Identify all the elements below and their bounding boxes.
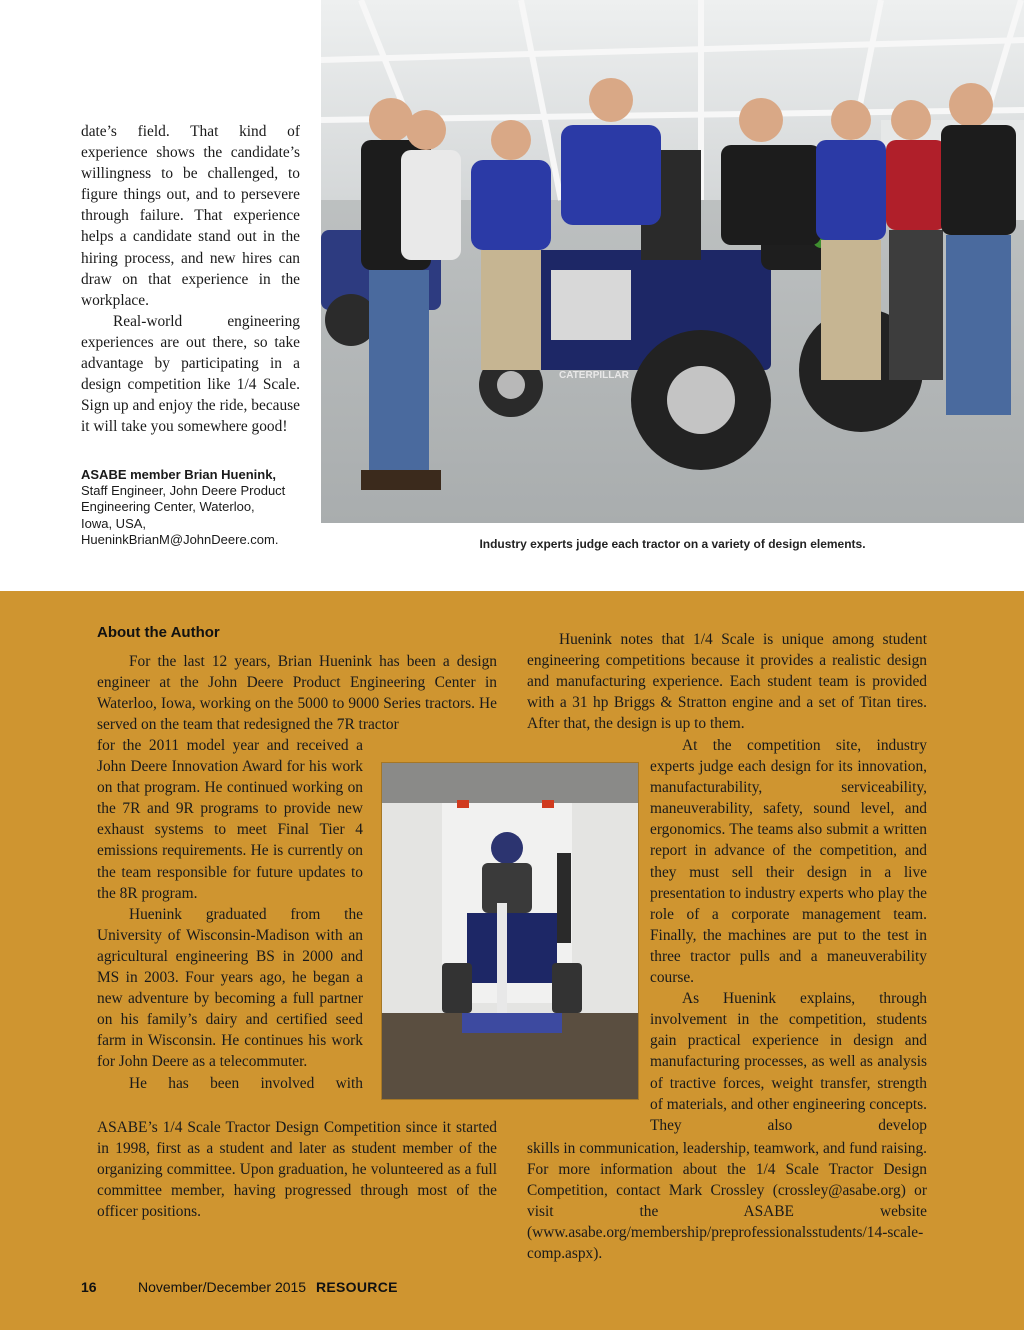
article-column-right-top bbox=[527, 629, 927, 734]
paragraph: skills in communication, leadership, teamwork, and fund raising. For more information about the 1/4 Scale Tractor Design Competition, contact Mark Crossley (crossley@asabe.org) or visit the ASABE website (www.asabe.org/membership/preprofessionalsstudents/14-scale-comp.aspx). bbox=[527, 1140, 927, 1263]
tractor-decal: CATERPILLAR bbox=[559, 370, 629, 381]
article-column-right-narrow bbox=[650, 735, 927, 1136]
paragraph: for the 2011 model year and received a John Deere Innovation Award for his work on that program. He continued working on the 7R and 9R programs to provide new exhaust systems to meet Final Tier 4 emissions requirements. He is currently on the team responsible for future updates to the 8R program. bbox=[97, 737, 363, 902]
photo-tractor-pull bbox=[382, 763, 638, 1099]
paragraph: For the last 12 years, Brian Huenink has been a design engineer at the John Deere Product Engineering Center in Waterloo, Iowa, working on the 5000 to 9000 Series tractors. He served on the team that redesigned the 7R tractor bbox=[97, 653, 497, 734]
about-paragraph-bottom bbox=[97, 1117, 497, 1222]
paragraph: Huenink graduated from the University of Wisconsin-Madison with an agricultural engineering BS in 2000 and MS in 2003. Four years ago, he began a new adventure by becoming a full partner on his family’s dairy and certified seed farm in Wisconsin. He continues his work for John Deere as a telecommuter. bbox=[97, 905, 363, 1071]
paragraph: He has been involved with bbox=[129, 1074, 363, 1092]
page-number: 16 bbox=[81, 1279, 97, 1295]
signature-name: ASABE member Brian Huenink, bbox=[81, 467, 277, 482]
author-signature bbox=[81, 467, 311, 548]
signature-line: Iowa, USA, bbox=[81, 515, 147, 531]
photo-caption: Industry experts judge each tractor on a variety of design elements. bbox=[479, 537, 866, 551]
issue-date: November/December 2015 bbox=[138, 1279, 307, 1295]
about-column-narrow bbox=[97, 735, 363, 1094]
signature-line: Staff Engineer, John Deere Product bbox=[81, 483, 286, 499]
article-column-right-bottom bbox=[527, 1138, 927, 1265]
article-column-top bbox=[81, 121, 300, 437]
photo-judges-tractor bbox=[321, 0, 1024, 523]
section-heading: About the Author bbox=[97, 624, 220, 641]
paragraph: As Huenink explains, through involvement in the competition, students gain practical experience in design and manufacturing processes, as well as analysis of tractive forces, weight transfer, strength of materials, and other engineering concepts. They also develop bbox=[650, 990, 927, 1134]
signature-email: HueninkBrianM@JohnDeere.com. bbox=[81, 531, 279, 547]
paragraph: ASABE’s 1/4 Scale Tractor Design Competition since it started in 1998, first as a student and later as student member of the organizing committee. Upon graduation, he volunteered as a full committee member, having progressed through most of the officer positions. bbox=[97, 1119, 497, 1221]
paragraph: Real-world engineering experiences are out there, so take advantage by participating in a design competition like 1/4 Scale. Sign up and enjoy the ride, because it will take you somewhere good! bbox=[81, 312, 300, 436]
paragraph: Huenink notes that 1/4 Scale is unique among student engineering competitions because it provides a realistic design and manufacturing experience. Each student team is provided with a 31 hp Briggs & Stratton engine and a set of Titan tires. After that, the design is up to them. bbox=[527, 631, 927, 733]
paragraph: At the competition site, industry experts judge each design for its innovation, manufacturability, serviceability, maneuverability, safety, sound level, and ergonomics. The teams also submit a written report in advance of the competition, and they must sell their design in a live presentation to industry experts who play the role of a corporate management team. Finally, the machines are put to the test in three tractor pulls and a maneuverability course. bbox=[650, 737, 927, 987]
about-paragraph-top bbox=[97, 651, 497, 735]
magazine-name: RESOURCE bbox=[316, 1279, 398, 1295]
signature-line: Engineering Center, Waterloo, bbox=[81, 499, 255, 515]
paragraph: date’s field. That kind of experience shows the candidate’s willingness to be challenged, to figure things out, and to persevere through failure. That experience helps a candidate stand out in the hiring process, and new hires can draw on that experience in the workplace. bbox=[81, 123, 300, 309]
